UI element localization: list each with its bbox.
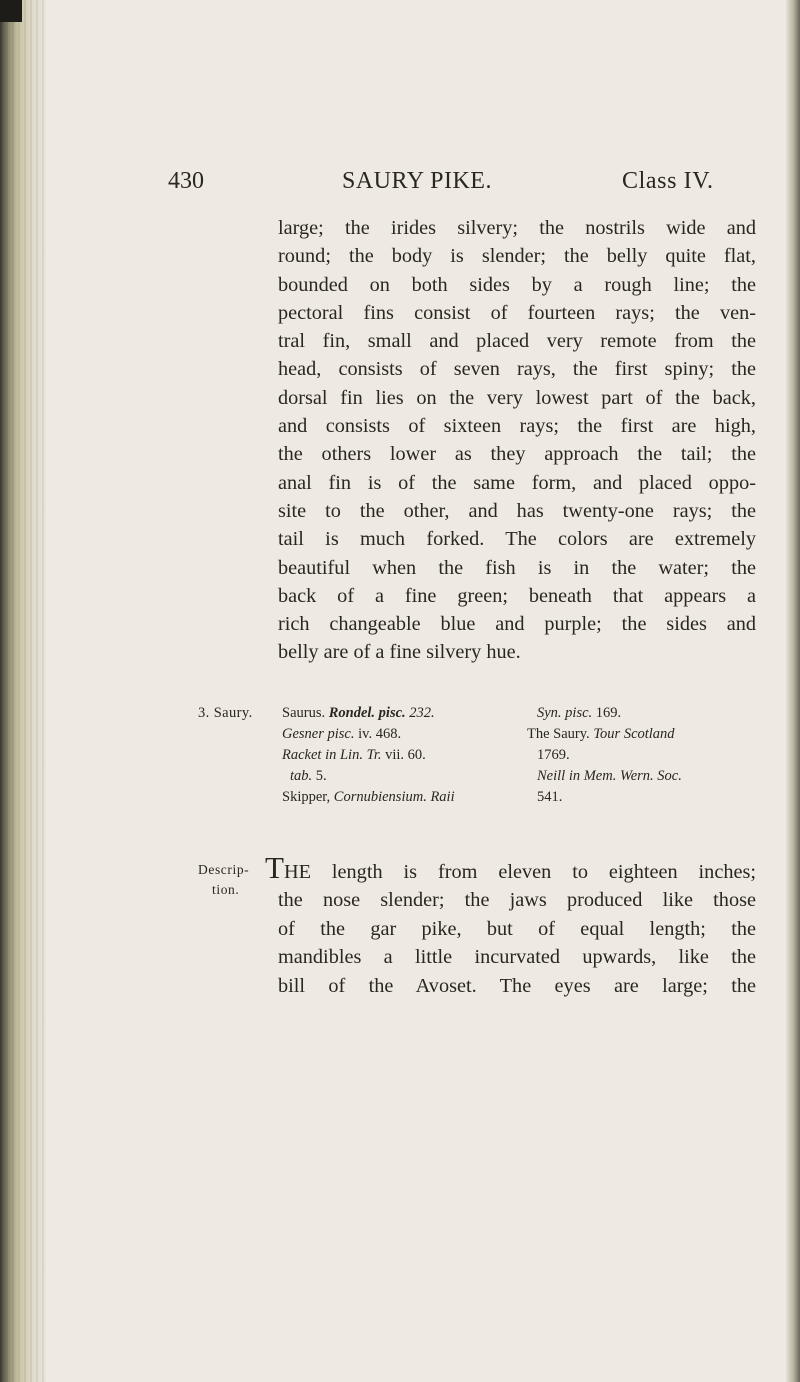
synonymy-line: Saurus. Rondel. pisc. 232. (282, 705, 435, 721)
text-line: back of a fine green; beneath that appears a (278, 584, 756, 607)
text-line: large; the irides silvery; the nostrils wide and (278, 217, 756, 239)
body-paragraph (278, 214, 756, 667)
text-line: anal fin is of the same form, and placed oppo- (278, 471, 756, 494)
running-header (0, 168, 800, 208)
synonymy-line: 541. (537, 789, 563, 805)
class-label: Class IV. (622, 168, 714, 194)
synonymy-line: tab. 5. (290, 768, 327, 784)
text-line: mandibles a little incurvated upwards, like the (278, 946, 756, 969)
description-paragraph (265, 850, 756, 1000)
text-line: beautiful when the fish is in the water; the (278, 556, 756, 579)
synonymy-line: The Saury. Tour Scotland (527, 726, 675, 742)
synonymy-column-right (527, 703, 767, 808)
running-title: SAURY PIKE. (342, 168, 492, 194)
text-line: and consists of sixteen rays; the first are high, (278, 415, 756, 438)
text-line: rich changeable blue and purple; the sides and (278, 613, 756, 636)
text-line: head, consists of seven rays, the first spiny; the (278, 358, 756, 381)
drop-cap: T (265, 850, 284, 885)
text-line: dorsal fin lies on the very lowest part of the back, (278, 386, 756, 409)
text-line: belly are of a fine silvery hue. (278, 641, 521, 664)
text-line: the nose slender; the jaws produced like those (278, 889, 756, 912)
synonymy-line: Skipper, Cornubiensium. Raii (282, 789, 455, 805)
synonymy-column-left (282, 703, 552, 808)
text-line: round; the body is slender; the belly quite flat, (278, 245, 756, 268)
text-line: the others lower as they approach the tail; the (278, 443, 756, 466)
text-line: pectoral fins consist of fourteen rays; the ven- (278, 301, 756, 324)
text-line: site to the other, and has twenty-one rays; the (278, 499, 756, 522)
synonymy-margin-label: 3. Saury. (198, 705, 253, 721)
text-line: bill of the Avoset. The eyes are large; the (278, 974, 756, 997)
synonymy-line: 1769. (537, 747, 570, 763)
description-margin-label: Descrip- tion. (198, 862, 250, 897)
page-number: 430 (168, 168, 204, 194)
text-line: tral fin, small and placed very remote from the (278, 330, 756, 353)
synonymy-line: Syn. pisc. 169. (537, 705, 622, 721)
synonymy-line: Neill in Mem. Wern. Soc. (537, 768, 682, 784)
text-line: THE length is from eleven to eighteen inches; (265, 850, 756, 885)
synonymy-line: Gesner pisc. iv. 468. (282, 726, 402, 742)
text-line: of the gar pike, but of equal length; the (278, 917, 756, 940)
page-corner-shadow (0, 0, 22, 22)
text-line: tail is much forked. The colors are extremely (278, 528, 756, 551)
text-line: bounded on both sides by a rough line; the (278, 273, 756, 296)
synonymy-line: Racket in Lin. Tr. vii. 60. (282, 747, 426, 763)
